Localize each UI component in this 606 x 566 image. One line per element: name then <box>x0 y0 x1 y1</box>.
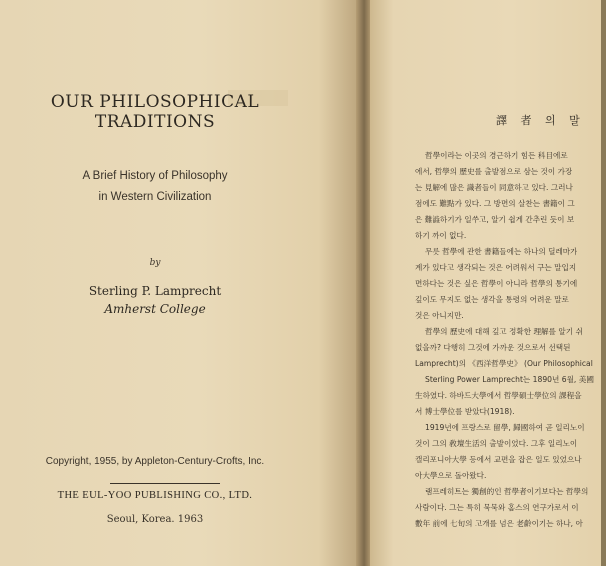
text-line: 는 見解에 많은 識者들이 同意하고 있다. 그러나 <box>415 183 573 192</box>
by-label: by <box>149 258 161 268</box>
text-line: 아大學으로 돌아왔다. <box>415 471 487 480</box>
text-line: 生하였다. 하바드大學에서 哲學碩士學位의 課程을 <box>415 391 582 400</box>
book-edge <box>601 0 606 566</box>
text-line: 없을까? 다행히 그것에 가까운 것으로서 선택된 <box>415 343 571 352</box>
book-subtitle <box>0 166 310 208</box>
text-line: 깊이도 무지도 없는 생각을 통령의 어려운 말로 <box>415 295 569 304</box>
book-title <box>0 92 310 132</box>
book-title-line-2: TRADITIONS <box>94 112 216 132</box>
copyright-notice: Copyright, 1955, by Appleton-Century-Crofts, Inc. <box>45 456 265 467</box>
text-line: 哲學이라는 이곳의 경근하기 힘든 科目에로 <box>425 151 568 160</box>
text-line: Sterling Power Lamprecht는 1890년 6월, 美國 <box>425 375 594 384</box>
author-name: Sterling P. Lamprecht <box>88 284 222 298</box>
text-line: 것이 그의 敎壇生活의 출발이었다. 그후 일리노이 <box>415 439 578 448</box>
preface-page <box>370 0 606 566</box>
book-subtitle-line-2: in Western Civilization <box>98 191 212 203</box>
divider-rule <box>110 483 220 484</box>
book-subtitle-line-1: A Brief History of Philosophy <box>82 170 228 182</box>
text-line: 은 難澁하기가 일쑤고, 알기 쉽게 간추린 듯이 보 <box>415 215 575 224</box>
text-line: 1919년에 프랑스로 留學, 歸國하여 곧 일리노이 <box>425 423 585 432</box>
text-line: 계가 있다고 생각되는 것은 어려워서 구는 말입지 <box>415 263 577 272</box>
text-line: 램프레히트는 獨創的인 哲學者이기보다는 哲學의 <box>425 487 589 496</box>
text-line: 무릇 哲學에 관한 書籍들에는 하나의 딜레마가 <box>425 247 578 256</box>
text-line: 하기 까이 없다. <box>415 231 467 240</box>
text-line: 면하다는 것은 싶은 哲學이 아니라 哲學의 통기에 <box>415 279 578 288</box>
publication-place-year: Seoul, Korea. 1963 <box>106 514 204 525</box>
text-line: 에서, 哲學의 歷史를 출발점으로 삼는 것이 가장 <box>415 167 573 176</box>
text-line: 캘리포니아大學 등에서 교편을 잡은 일도 있었으나 <box>415 455 582 464</box>
preface-heading: 譯 者 의 말 <box>496 114 585 127</box>
author-affiliation: Amherst College <box>104 302 206 316</box>
text-line: 점에도 難點가 있다. 그 방면의 살찬는 書籍이 그 <box>415 199 575 208</box>
text-line: Lamprecht)의 《西洋哲學史》 (Our Philosophical <box>415 359 593 368</box>
text-line: 서 博士學位를 받았다(1918). <box>415 407 515 416</box>
text-line: 哲學의 歷史에 대해 깊고 정확한 理解를 알기 쉬 <box>425 327 583 336</box>
text-line: 사람이다. 그는 특히 묵묵와 홈스의 연구가로서 이 <box>415 503 579 512</box>
publisher-name: THE EUL-YOO PUBLISHING CO., LTD. <box>57 490 253 501</box>
text-line: 것은 아니지만. <box>415 311 464 320</box>
text-line: 數年 前에 七旬의 고개를 넘은 老齡이기는 하나, 아 <box>415 519 583 528</box>
book-title-line-1: OUR PHILOSOPHICAL <box>50 92 260 112</box>
